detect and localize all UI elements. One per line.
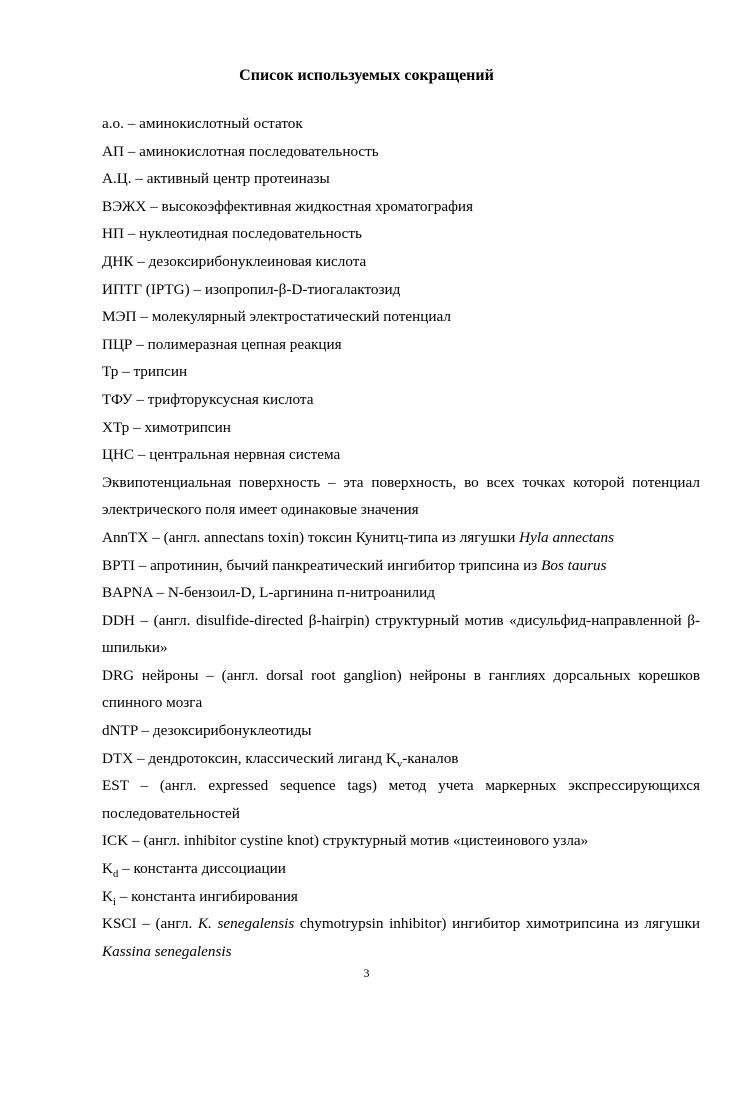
abbreviation-definition: полимеразная цепная реакция [147,335,342,353]
abbreviation-term: Эквипотенциальная поверхность [102,473,321,491]
list-item: $K_i$ – константа ингибирования [102,887,298,908]
abbreviation-term: А.Ц. [102,170,132,188]
abbreviation-definition: дезоксирибонуклеиновая кислота [148,252,367,270]
species-name: Kassina senegalensis [102,942,232,960]
list-item: AnnTX – (англ. annectans toxin) токсин Кунитц-типа из лягушки Hyla annectans [102,528,615,546]
list-item: АП – аминокислотная последовательность [102,142,379,160]
abbreviation-definition: активный центр протеиназы [146,170,330,188]
abbreviation-definition: (англ. [155,915,198,933]
abbreviation-term: dNTP [102,722,138,740]
abbreviation-term: AnnTX [102,528,149,546]
abbreviation-definition: трифторуксусная кислота [147,390,314,408]
list-item: ПЦР – полимеразная цепная реакция [102,335,342,353]
species-name: K. senegalensis [197,915,295,933]
abbreviation-definition: изопропил-β-D-тиогалактозид [204,280,401,298]
abbreviation-definition: центральная нервная система [149,446,341,464]
list-item: Тр – трипсин [102,363,188,381]
abbreviation-term: DDH [102,611,135,629]
abbreviation-term: ХТр [102,418,130,436]
subscript: i [112,896,116,908]
abbreviation-term: ВЭЖХ [102,197,147,215]
abbreviation-definition: N-бензоил-D, L-аргинина п-нитроанилид [167,584,435,602]
list-item: dNTP – дезоксирибонуклеотиды [102,722,312,740]
list-item: ICK – (англ. inhibitor cystine knot) структурный мотив «цистеинового узла» [102,832,589,850]
abbreviation-term: МЭП [102,308,137,326]
abbreviation-definition: аминокислотный остаток [139,115,303,132]
abbreviation-term: ИПТГ (IPTG) [102,280,190,298]
page-title: Список используемых сокращений [239,67,494,84]
abbreviation-term: EST [102,777,129,795]
species-name: Hyla annectans [519,528,615,546]
abbreviation-term: K [102,860,113,878]
abbreviation-term: ICK [102,832,129,850]
abbreviation-definition: константа ингибирования [131,887,298,905]
abbreviation-term: BAPNA [102,584,153,602]
abbreviation-definition: (англ. dorsal root ganglion) нейроны в ганглиях дорсальных корешков спинного мозга [102,666,700,712]
list-item: $K_d$ – константа диссоциации [102,860,286,881]
list-item: ВЭЖХ – высокоэффективная жидкостная хроматография [102,197,474,215]
abbreviation-term: DTX [102,749,134,767]
abbreviation-definition: дезоксирибонуклеотиды [152,722,312,740]
list-item: МЭП – молекулярный электростатический потенциал [102,308,451,326]
abbreviation-term: KSCI [102,915,137,933]
list-item: ТФУ – трифторуксусная кислота [102,390,314,408]
abbreviation-term: АП [102,142,124,160]
subscript: v [396,758,403,770]
abbreviation-term: BPTI [102,556,135,574]
abbreviation-definition: трипсин [133,363,188,381]
list-item: DDH – (англ. disulfide-directed β-hairpin) структурный мотив «дисульфид-направленной β-шпильки» [102,611,701,657]
abbreviation-term: ЦНС [102,446,135,464]
abbreviation-term: Тр [102,363,119,381]
abbreviation-definition: аминокислотная последовательность [139,142,379,160]
abbreviation-definition: высокоэффективная жидкостная хроматография [161,197,474,215]
list-item: ИПТГ (IPTG) – изопропил-β-D-тиогалактозид [102,280,401,298]
abbreviation-term: K [102,887,113,905]
abbreviation-definition: (англ. expressed sequence tags) метод учета маркерных экспрессирующихся последовательностей [102,777,700,822]
list-item: BAPNA – N-бензоил-D, L-аргинина п-нитроанилид [102,584,435,602]
list-item: DRG нейроны – (англ. dorsal root ganglion) нейроны в ганглиях дорсальных корешков спинного мозга [102,666,700,712]
abbreviation-definition: нуклеотидная последовательность [139,225,362,243]
abbreviation-term: НП [102,225,124,243]
list-item: DTX – дендротоксин, классический лиганд $K_v$-каналов [102,749,459,770]
abbreviation-definition: апротинин, бычий панкреатический ингибитор трипсина из [150,556,542,574]
abbreviation-definition: эта поверхность, во всех точках которой потенциал электрического поля имеет одинаковые значения [102,473,700,519]
list-item: Эквипотенциальная поверхность – эта поверхность, во всех точках которой потенциал электрического поля имеет одинаковые значения [102,473,700,519]
abbreviation-definition: дендротоксин, классический лиганд K [148,749,397,767]
list-item: KSCI – (англ. K. senegalensis chymotrypsin inhibitor) ингибитор химотрипсина из лягушки Kassina senegalensis [102,915,700,960]
list-item: EST – (англ. expressed sequence tags) метод учета маркерных экспрессирующихся последовательностей [102,777,700,822]
abbreviation-term: ТФУ [102,390,133,408]
list-item: ДНК – дезоксирибонуклеиновая кислота [102,252,367,270]
abbreviation-term: ДНК [102,252,134,270]
list-item: ЦНС – центральная нервная система [102,446,341,464]
abbreviation-definition: химотрипсин [144,418,231,436]
list-item: BPTI – апротинин, бычий панкреатический ингибитор трипсина из Bos taurus [102,556,607,574]
page-number: 3 [363,966,370,980]
species-name: Bos taurus [541,556,607,574]
abbreviation-definition: молекулярный электростатический потенциал [151,308,451,326]
abbreviation-term: а.о. [102,115,124,132]
list-item: а.о. – аминокислотный остаток [102,115,303,132]
abbreviation-list [102,110,700,965]
list-item: НП – нуклеотидная последовательность [102,225,362,243]
subscript: d [112,869,119,881]
list-item: ХТр – химотрипсин [102,418,231,436]
abbreviation-definition: (англ. disulfide-directed β-hairpin) структурный мотив «дисульфид-направленной β-шпильки» [102,611,701,657]
abbreviation-definition: (англ. annectans toxin) токсин Кунитц-типа из лягушки [163,528,520,546]
list-item: А.Ц. – активный центр протеиназы [102,170,330,188]
abbreviation-term: ПЦР [102,335,133,353]
abbreviation-definition: константа диссоциации [133,860,286,878]
abbreviation-term: DRG нейроны [102,666,199,684]
abbreviation-definition: (англ. inhibitor cystine knot) структурный мотив «цистеинового узла» [143,832,589,850]
